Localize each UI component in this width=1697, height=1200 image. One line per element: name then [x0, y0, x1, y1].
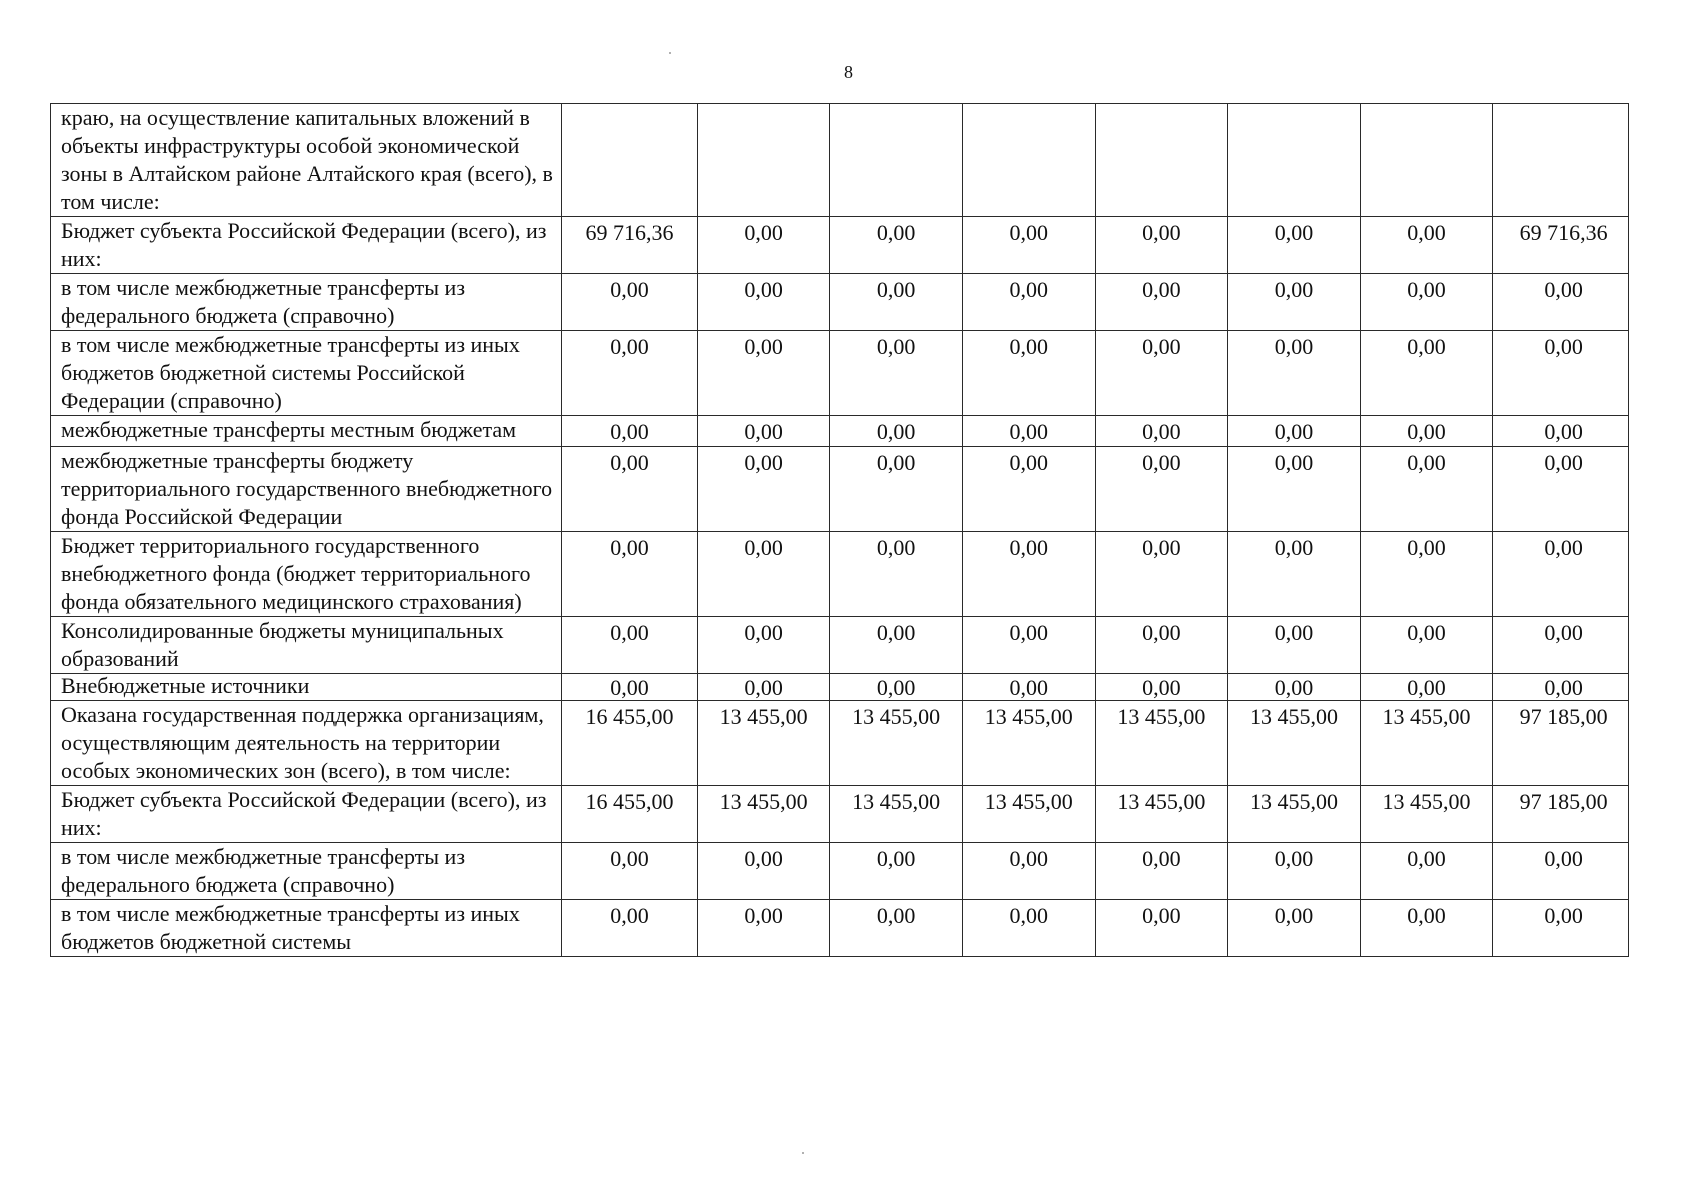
table-row [51, 701, 1629, 786]
value-cell: 0,00 [1228, 674, 1361, 701]
scan-speck [669, 52, 671, 54]
value-cell [1228, 104, 1361, 217]
value-cell [962, 104, 1095, 217]
value-cell: 0,00 [1228, 532, 1361, 617]
value-cell: 0,00 [1360, 843, 1493, 900]
row-label: Бюджет территориального государственного внебюджетного фонда (бюджет территориального фонда обязательного медицинского страхования) [51, 532, 562, 617]
row-label: Консолидированные бюджеты муниципальных образований [51, 617, 562, 674]
value-cell: 0,00 [962, 447, 1095, 532]
table-row [51, 843, 1629, 900]
value-cell: 0,00 [1228, 900, 1361, 957]
value-cell: 0,00 [830, 447, 963, 532]
value-cell: 0,00 [1228, 447, 1361, 532]
value-cell: 0,00 [962, 532, 1095, 617]
value-cell: 0,00 [830, 674, 963, 701]
value-cell: 0,00 [1360, 900, 1493, 957]
row-label: Внебюджетные источники [51, 674, 562, 701]
total-cell: 0,00 [1493, 674, 1629, 701]
row-label: Бюджет субъекта Российской Федерации (всего), из них: [51, 217, 562, 274]
row-label: в том числе межбюджетные трансферты из федерального бюджета (справочно) [51, 274, 562, 331]
value-cell: 69 716,36 [562, 217, 698, 274]
total-cell: 0,00 [1493, 843, 1629, 900]
value-cell: 0,00 [562, 274, 698, 331]
value-cell: 0,00 [830, 416, 963, 447]
value-cell: 0,00 [1360, 274, 1493, 331]
total-cell: 0,00 [1493, 274, 1629, 331]
value-cell: 0,00 [1228, 217, 1361, 274]
table-row [51, 331, 1629, 416]
value-cell: 0,00 [562, 331, 698, 416]
value-cell: 0,00 [1095, 217, 1228, 274]
value-cell: 13 455,00 [962, 786, 1095, 843]
value-cell: 0,00 [562, 617, 698, 674]
value-cell [562, 104, 698, 217]
value-cell: 0,00 [830, 331, 963, 416]
value-cell: 0,00 [1360, 532, 1493, 617]
value-cell: 0,00 [1095, 674, 1228, 701]
value-cell: 0,00 [697, 843, 830, 900]
value-cell: 13 455,00 [830, 786, 963, 843]
value-cell: 0,00 [1360, 416, 1493, 447]
table-row [51, 532, 1629, 617]
value-cell: 13 455,00 [1228, 786, 1361, 843]
table-row [51, 900, 1629, 957]
total-cell: 97 185,00 [1493, 786, 1629, 843]
value-cell: 13 455,00 [1095, 701, 1228, 786]
row-label: в том числе межбюджетные трансферты из федерального бюджета (справочно) [51, 843, 562, 900]
value-cell: 0,00 [1095, 447, 1228, 532]
value-cell: 0,00 [1360, 617, 1493, 674]
total-cell: 69 716,36 [1493, 217, 1629, 274]
page-number: 8 [844, 62, 853, 82]
value-cell: 0,00 [1228, 843, 1361, 900]
value-cell: 0,00 [1228, 274, 1361, 331]
value-cell: 13 455,00 [1360, 701, 1493, 786]
table-row [51, 274, 1629, 331]
value-cell: 0,00 [697, 331, 830, 416]
value-cell: 0,00 [697, 674, 830, 701]
value-cell: 0,00 [830, 617, 963, 674]
value-cell: 13 455,00 [1228, 701, 1361, 786]
value-cell: 0,00 [562, 416, 698, 447]
value-cell: 0,00 [1360, 447, 1493, 532]
value-cell [830, 104, 963, 217]
value-cell: 0,00 [562, 447, 698, 532]
value-cell: 0,00 [697, 217, 830, 274]
value-cell: 0,00 [962, 617, 1095, 674]
value-cell: 0,00 [962, 674, 1095, 701]
value-cell: 0,00 [697, 447, 830, 532]
value-cell: 0,00 [830, 900, 963, 957]
table-row [51, 786, 1629, 843]
row-label: краю, на осуществление капитальных вложений в объекты инфраструктуры особой экономической зоны в Алтайском районе Алтайского края (всего), в том числе: [51, 104, 562, 217]
value-cell: 13 455,00 [697, 786, 830, 843]
value-cell: 13 455,00 [1360, 786, 1493, 843]
value-cell: 0,00 [830, 217, 963, 274]
value-cell: 13 455,00 [697, 701, 830, 786]
total-cell: 0,00 [1493, 617, 1629, 674]
value-cell: 0,00 [1360, 217, 1493, 274]
value-cell: 0,00 [697, 900, 830, 957]
value-cell: 13 455,00 [1095, 786, 1228, 843]
value-cell: 0,00 [562, 900, 698, 957]
table-row [51, 416, 1629, 447]
row-label: в том числе межбюджетные трансферты из иных бюджетов бюджетной системы [51, 900, 562, 957]
value-cell: 0,00 [562, 843, 698, 900]
value-cell: 0,00 [962, 900, 1095, 957]
value-cell: 0,00 [962, 416, 1095, 447]
table-body [51, 104, 1629, 957]
row-label: Бюджет субъекта Российской Федерации (всего), из них: [51, 786, 562, 843]
value-cell: 0,00 [1228, 331, 1361, 416]
total-cell: 0,00 [1493, 331, 1629, 416]
budget-table [50, 103, 1629, 957]
value-cell: 0,00 [962, 217, 1095, 274]
value-cell: 13 455,00 [962, 701, 1095, 786]
value-cell: 13 455,00 [830, 701, 963, 786]
value-cell: 0,00 [962, 274, 1095, 331]
total-cell: 0,00 [1493, 416, 1629, 447]
table-row [51, 617, 1629, 674]
total-cell: 0,00 [1493, 900, 1629, 957]
value-cell: 0,00 [1095, 532, 1228, 617]
value-cell: 0,00 [562, 674, 698, 701]
total-cell: 0,00 [1493, 447, 1629, 532]
table-row [51, 104, 1629, 217]
value-cell: 0,00 [1228, 416, 1361, 447]
value-cell: 0,00 [830, 274, 963, 331]
row-label: Оказана государственная поддержка организациям, осуществляющим деятельность на территории особых экономических зон (всего), в том числе: [51, 701, 562, 786]
value-cell [1360, 104, 1493, 217]
value-cell: 0,00 [1360, 674, 1493, 701]
value-cell: 0,00 [962, 331, 1095, 416]
total-cell [1493, 104, 1629, 217]
table-row [51, 217, 1629, 274]
value-cell [1095, 104, 1228, 217]
value-cell: 0,00 [562, 532, 698, 617]
value-cell: 0,00 [697, 617, 830, 674]
row-label: межбюджетные трансферты местным бюджетам [51, 416, 562, 447]
table-row [51, 447, 1629, 532]
value-cell: 16 455,00 [562, 786, 698, 843]
row-label: межбюджетные трансферты бюджету территориального государственного внебюджетного фонда Российской Федерации [51, 447, 562, 532]
value-cell: 0,00 [1360, 331, 1493, 416]
table-row [51, 674, 1629, 701]
value-cell: 0,00 [697, 532, 830, 617]
value-cell [697, 104, 830, 217]
value-cell: 0,00 [1228, 617, 1361, 674]
scan-speck [802, 1152, 804, 1154]
value-cell: 0,00 [1095, 416, 1228, 447]
value-cell: 0,00 [1095, 843, 1228, 900]
value-cell: 0,00 [697, 416, 830, 447]
value-cell: 0,00 [697, 274, 830, 331]
value-cell: 0,00 [962, 843, 1095, 900]
row-label: в том числе межбюджетные трансферты из иных бюджетов бюджетной системы Российской Федерации (справочно) [51, 331, 562, 416]
value-cell: 0,00 [1095, 617, 1228, 674]
value-cell: 0,00 [830, 532, 963, 617]
total-cell: 0,00 [1493, 532, 1629, 617]
value-cell: 0,00 [1095, 900, 1228, 957]
value-cell: 16 455,00 [562, 701, 698, 786]
value-cell: 0,00 [830, 843, 963, 900]
value-cell: 0,00 [1095, 331, 1228, 416]
value-cell: 0,00 [1095, 274, 1228, 331]
total-cell: 97 185,00 [1493, 701, 1629, 786]
